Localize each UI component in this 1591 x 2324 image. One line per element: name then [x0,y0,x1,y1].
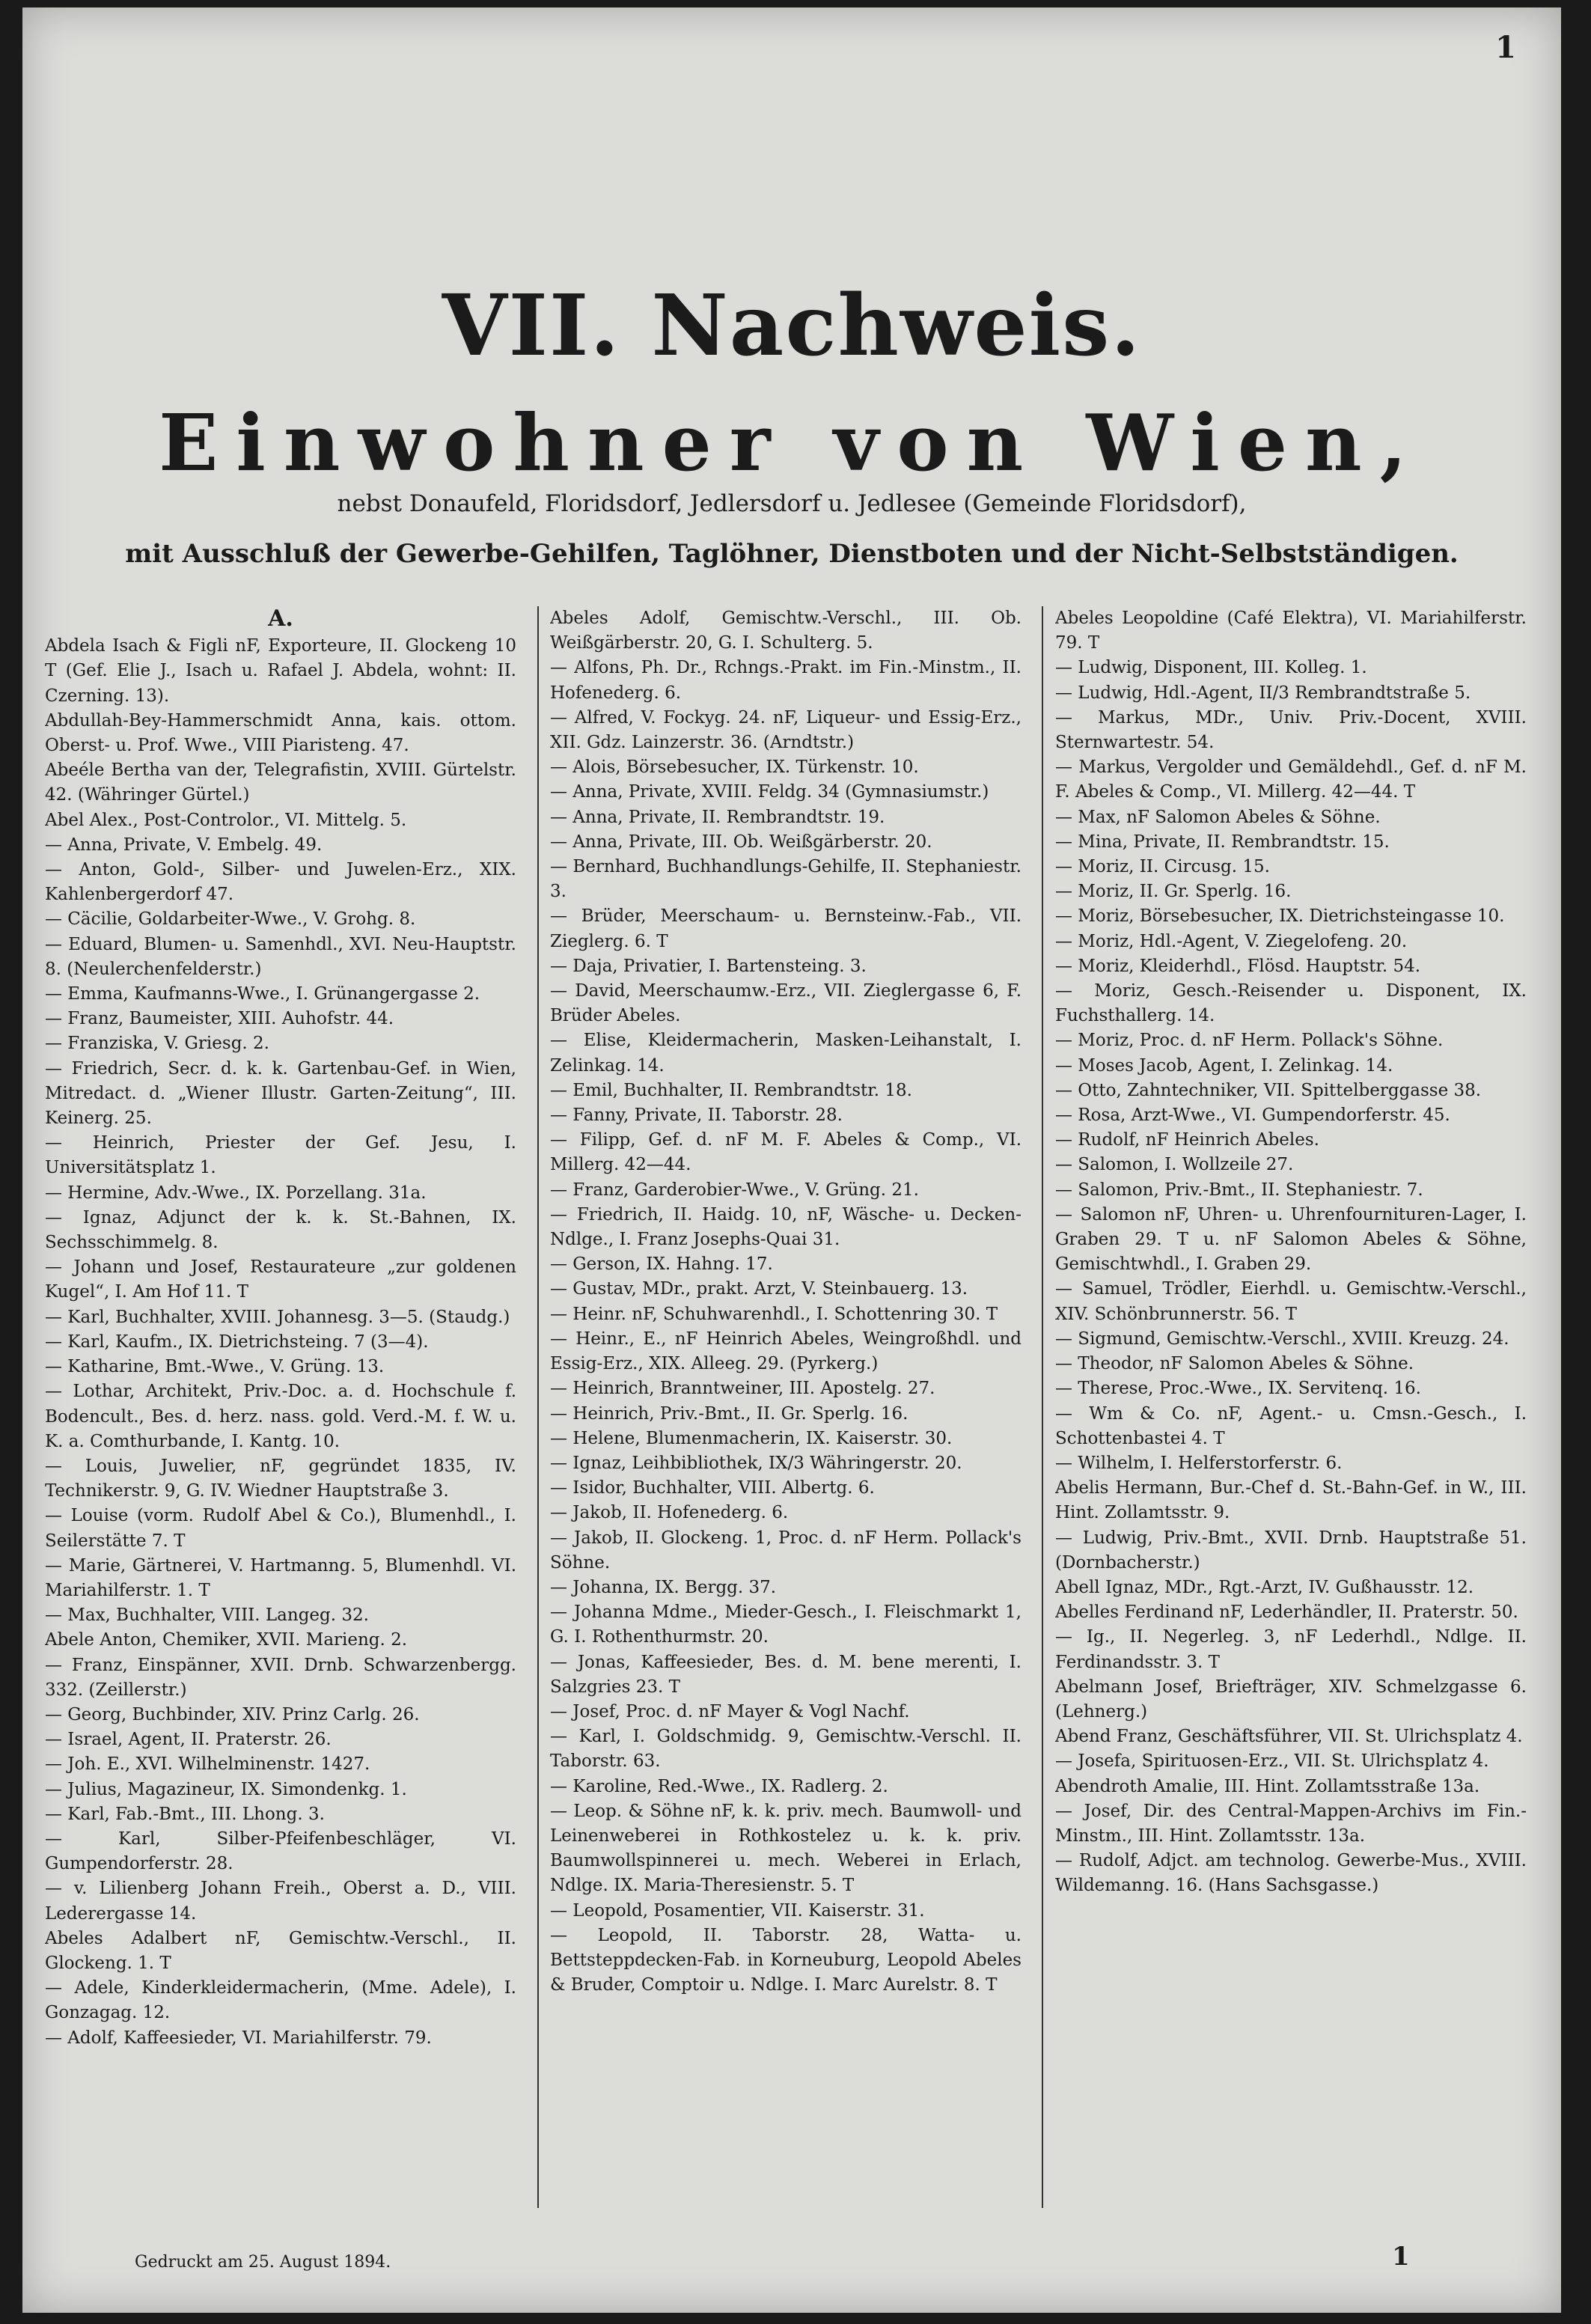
directory-entry: — Heinr., E., nF Heinrich Abeles, Weingroßhdl. und Essig-Erz., XIX. Alleeg. 29. (Pyrkerg.) [550,1329,1022,1374]
directory-entry: — Friedrich, II. Haidg. 10, nF, Wäsche- u. Decken-Ndlge., I. Franz Josephs-Quai 31. [550,1204,1022,1250]
section-letter: A. [268,606,293,632]
directory-entry: — Bernhard, Buchhandlungs-Gehilfe, II. Stephaniestr. 3. [550,857,1022,902]
directory-entry: — Louis, Juwelier, nF, gegründet 1835, IV. Technikerstr. 9, G. IV. Wiedner Hauptstraße 3. [45,1456,516,1501]
directory-entry: — Moses Jacob, Agent, I. Zelinkag. 14. [1055,1055,1393,1076]
directory-entry: — Rudolf, Adjct. am technolog. Gewerbe-Mus., XVIII. Wildemanng. 16. (Hans Sachsgasse.) [1055,1851,1527,1896]
directory-entry: — Franz, Baumeister, XIII. Auhofstr. 44. [45,1009,394,1029]
directory-entry: — Josef, Proc. d. nF Mayer & Vogl Nachf. [550,1701,910,1721]
directory-entry: — Franz, Einspänner, XVII. Drnb. Schwarzenbergg. 332. (Zeillerstr.) [45,1655,516,1700]
directory-entry: — Johanna, IX. Bergg. 37. [550,1577,777,1597]
directory-entry: — Anna, Private, III. Ob. Weißgärberstr. 20. [550,832,932,852]
directory-entry: — Marie, Gärtnerei, V. Hartmanng. 5, Blumenhdl. VI. Mariahilferstr. 1. T [45,1555,516,1600]
page-title: VII. Nachweis. [442,277,1142,375]
directory-entry: — Franziska, V. Griesg. 2. [45,1034,269,1054]
directory-entry: — Emil, Buchhalter, II. Rembrandtstr. 18. [550,1080,912,1100]
directory-entry: — Alois, Börsebesucher, IX. Türkenstr. 10. [550,757,919,778]
column-divider [1042,606,1043,2208]
directory-entry: — Moriz, Kleiderhdl., Flösd. Hauptstr. 54. [1055,956,1421,976]
directory-entry: — Rudolf, nF Heinrich Abeles. [1055,1130,1319,1150]
directory-entry: — Markus, Vergolder und Gemäldehdl., Gef. d. nF M. F. Abeles & Comp., VI. Millerg. 42—44. T [1055,757,1527,802]
directory-entry: — Max, nF Salomon Abeles & Söhne. [1055,807,1381,827]
directory-entry: — Hermine, Adv.-Wwe., IX. Porzellang. 31a. [45,1183,427,1203]
directory-entry: Abend Franz, Geschäftsführer, VII. St. Ulrichsplatz 4. [1055,1727,1523,1747]
directory-entry: — Therese, Proc.-Wwe., IX. Servitenq. 16. [1055,1379,1421,1399]
directory-entry: Abele Anton, Chemiker, XVII. Marieng. 2. [45,1630,408,1650]
directory-entry: — Julius, Magazineur, IX. Simondenkg. 1. [45,1779,407,1799]
page-number-top: 1 [1495,30,1516,65]
directory-entry: — Johanna Mdme., Mieder-Gesch., I. Fleischmarkt 1, G. I. Rothenthurmstr. 20. [550,1602,1022,1647]
directory-entry: — Heinrich, Priester der Gef. Jesu, I. Universitätsplatz 1. [45,1133,516,1178]
directory-entry: — Friedrich, Secr. d. k. k. Gartenbau-Gef. in Wien, Mitredact. d. „Wiener Illustr. Garten-Zeitung“, III. Keinerg. 25. [45,1058,516,1129]
directory-entry: — Salomon nF, Uhren- u. Uhrenfournituren-Lager, I. Graben 29. T u. nF Salomon Abeles & Söhne, Gemischtwhdl., I. Graben 29. [1055,1204,1527,1275]
directory-entry: — Alfred, V. Fockyg. 24. nF, Liqueur- und Essig-Erz., XII. Gdz. Lainzerstr. 36. (Arndtstr.) [550,707,1022,753]
subtitle-line-2: mit Ausschluß der Gewerbe-Gehilfen, Taglöhner, Dienstboten und der Nicht-Selbstständigen. [125,539,1459,569]
directory-entry: — Ludwig, Hdl.-Agent, II/3 Rembrandtstraße 5. [1055,683,1471,703]
directory-entry: — Wm & Co. nF, Agent.- u. Cmsn.-Gesch., I. Schottenbastei 4. T [1055,1403,1527,1448]
directory-entry: — Georg, Buchbinder, XIV. Prinz Carlg. 26. [45,1704,420,1724]
directory-entry: — Ig., II. Negerleg. 3, nF Lederhdl., Ndlge. II. Ferdinandsstr. 3. T [1055,1627,1527,1672]
directory-entry: — Moriz, II. Circusg. 15. [1055,857,1270,877]
directory-entry: — Karl, Silber-Pfeifenbeschläger, VI. Gumpendorferstr. 28. [45,1829,516,1874]
directory-entry: — Moriz, Börsebesucher, IX. Dietrichsteingasse 10. [1055,906,1505,927]
directory-entry: Abell Ignaz, MDr., Rgt.-Arzt, IV. Gußhausstr. 12. [1055,1577,1474,1597]
print-date: Gedruckt am 25. August 1894. [135,2253,391,2272]
directory-entry: — Karl, I. Goldschmidg. 9, Gemischtw.-Verschl. II. Taborstr. 63. [550,1727,1022,1772]
directory-entry: — Anna, Private, V. Embelg. 49. [45,835,323,855]
page-number-bottom: 1 [1392,2242,1410,2272]
directory-entry: — Max, Buchhalter, VIII. Langeg. 32. [45,1605,369,1626]
directory-entry: — Elise, Kleidermacherin, Masken-Leihanstalt, I. Zelinkag. 14. [550,1031,1022,1076]
directory-entry: — Josefa, Spirituosen-Erz., VII. St. Ulrichsplatz 4. [1055,1751,1489,1772]
column-2 [550,606,1022,2208]
directory-entry: — Anna, Private, II. Rembrandtstr. 19. [550,807,885,827]
directory-entry: — Katharine, Bmt.-Wwe., V. Grüng. 13. [45,1357,385,1377]
column-1 [45,606,516,2208]
directory-entry: — Wilhelm, I. Helferstorferstr. 6. [1055,1453,1343,1473]
directory-entry: — Israel, Agent, II. Praterstr. 26. [45,1730,332,1750]
directory-entry: — Sigmund, Gemischtw.-Verschl., XVIII. Kreuzg. 24. [1055,1329,1509,1349]
directory-entry: — Franz, Garderobier-Wwe., V. Grüng. 21. [550,1180,919,1200]
directory-entry: — Karl, Kaufm., IX. Dietrichsteing. 7 (3—4). [45,1332,429,1352]
directory-entry: — Gerson, IX. Hahng. 17. [550,1254,773,1275]
directory-entry: — Salomon, I. Wollzeile 27. [1055,1155,1294,1175]
directory-entry: — Jonas, Kaffeesieder, Bes. d. M. bene merenti, I. Salzgries 23. T [550,1652,1022,1697]
document-page [22,7,1561,2313]
directory-entry: — Moriz, Gesch.-Reisender u. Disponent, IX. Fuchsthallerg. 14. [1055,981,1527,1026]
directory-entry: Abel Alex., Post-Controlor., VI. Mittelg. 5. [45,810,407,830]
directory-entry: Abdela Isach & Figli nF, Exporteure, II. Glockeng 10 T (Gef. Elie J., Isach u. Rafael J. Abdela, wohnt: II. Czerning. 13). [45,636,516,706]
directory-entry: — Cäcilie, Goldarbeiter-Wwe., V. Grohg. 8. [45,909,416,930]
directory-entry: — v. Lilienberg Johann Freih., Oberst a. D., VIII. Lederergasse 14. [45,1879,516,1924]
subtitle-line-1: nebst Donaufeld, Floridsdorf, Jedlersdorf u. Jedlesee (Gemeinde Floridsdorf), [337,490,1247,517]
directory-entry: Abelles Ferdinand nF, Lederhändler, II. Praterstr. 50. [1055,1602,1518,1623]
directory-entry: — Joh. E., XVI. Wilhelminenstr. 1427. [45,1754,370,1775]
directory-entry: Abeles Leopoldine (Café Elektra), VI. Mariahilferstr. 79. T [1055,609,1527,653]
directory-entry: — Josef, Dir. des Central-Mappen-Archivs im Fin.-Minstm., III. Hint. Zollamtsstr. 13a. [1055,1801,1527,1846]
directory-entry: — Leopold, Posamentier, VII. Kaiserstr. 31. [550,1900,925,1921]
directory-entry: Abeles Adolf, Gemischtw.-Verschl., III. Ob. Weißgärberstr. 20, G. I. Schulterg. 5. [550,609,1022,653]
directory-entry: — Otto, Zahntechniker, VII. Spittelberggasse 38. [1055,1080,1482,1100]
directory-entry: — Jakob, II. Hofenederg. 6. [550,1503,789,1523]
directory-entry: — David, Meerschaumw.-Erz., VII. Zieglergasse 6, F. Brüder Abeles. [550,981,1022,1026]
directory-entry: Abdullah-Bey-Hammerschmidt Anna, kais. ottom. Oberst- u. Prof. Wwe., VIII Piaristeng. 47. [45,710,516,756]
directory-entry: — Jakob, II. Glockeng. 1, Proc. d. nF Herm. Pollack's Söhne. [550,1528,1022,1573]
directory-entry: — Markus, MDr., Univ. Priv.-Docent, XVIII. Sternwartestr. 54. [1055,707,1527,753]
directory-entry: — Rosa, Arzt-Wwe., VI. Gumpendorferstr. 45. [1055,1105,1450,1126]
directory-entry: — Filipp, Gef. d. nF M. F. Abeles & Comp., VI. Millerg. 42—44. [550,1130,1022,1175]
directory-entry: — Anton, Gold-, Silber- und Juwelen-Erz., XIX. Kahlenbergerdorf 47. [45,860,516,905]
directory-entry: — Anna, Private, XVIII. Feldg. 34 (Gymnasiumstr.) [550,782,989,802]
column-divider [537,606,539,2208]
directory-entry: — Eduard, Blumen- u. Samenhdl., XVI. Neu-Hauptstr. 8. (Neulerchenfelderstr.) [45,934,516,979]
directory-entry: — Adele, Kinderkleidermacherin, (Mme. Adele), I. Gonzagag. 12. [45,1978,516,2023]
directory-entry: — Theodor, nF Salomon Abeles & Söhne. [1055,1354,1414,1374]
directory-entry: — Karoline, Red.-Wwe., IX. Radlerg. 2. [550,1776,888,1796]
directory-entry: — Mina, Private, II. Rembrandtstr. 15. [1055,832,1390,852]
directory-entry: — Moriz, II. Gr. Sperlg. 16. [1055,882,1292,902]
directory-entry: — Moriz, Hdl.-Agent, V. Ziegelofeng. 20. [1055,931,1408,951]
directory-entry: — Ludwig, Disponent, III. Kolleg. 1. [1055,658,1367,678]
directory-entry: — Heinrich, Priv.-Bmt., II. Gr. Sperlg. 16. [550,1403,909,1424]
directory-entry: — Heinrich, Branntweiner, III. Apostelg. 27. [550,1379,935,1399]
directory-entry: — Gustav, MDr., prakt. Arzt, V. Steinbauerg. 13. [550,1279,968,1299]
directory-entry: Abendroth Amalie, III. Hint. Zollamtsstraße 13a. [1055,1776,1480,1796]
directory-entry: Abelis Hermann, Bur.-Chef d. St.-Bahn-Gef. in W., III. Hint. Zollamtsstr. 9. [1055,1478,1527,1523]
page-subtitle: Einwohner von Wien, [159,397,1425,489]
directory-entry: — Samuel, Trödler, Eierhdl. u. Gemischtw.-Verschl., XIV. Schönbrunnerstr. 56. T [1055,1279,1527,1324]
directory-entry: — Louise (vorm. Rudolf Abel & Co.), Blumenhdl., I. Seilerstätte 7. T [45,1506,516,1551]
directory-entry: — Adolf, Kaffeesieder, VI. Mariahilferstr. 79. [45,2028,432,2048]
directory-entry: — Brüder, Meerschaum- u. Bernsteinw.-Fab., VII. Zieglerg. 6. T [550,906,1022,951]
directory-entry: — Leopold, II. Taborstr. 28, Watta- u. Bettsteppdecken-Fab. in Korneuburg, Leopold Abeles & Bruder, Comptoir u. Ndlge. I. Marc Aurelstr. 8. T [550,1925,1022,1995]
directory-entry: — Salomon, Priv.-Bmt., II. Stephaniestr. 7. [1055,1180,1423,1200]
directory-entry: — Ludwig, Priv.-Bmt., XVII. Drnb. Hauptstraße 51. (Dornbacherstr.) [1055,1528,1527,1573]
directory-entry: Abelmann Josef, Briefträger, XIV. Schmelzgasse 6. (Lehnerg.) [1055,1677,1527,1721]
directory-entry: Abeéle Bertha van der, Telegrafistin, XVIII. Gürtelstr. 42. (Währinger Gürtel.) [45,760,516,805]
directory-entry: — Fanny, Private, II. Taborstr. 28. [550,1105,843,1126]
directory-entry: — Emma, Kaufmanns-Wwe., I. Grünangergasse 2. [45,984,480,1004]
directory-entry: — Johann und Josef, Restaurateure „zur goldenen Kugel“, I. Am Hof 11. T [45,1257,516,1302]
directory-entry: — Helene, Blumenmacherin, IX. Kaiserstr. 30. [550,1428,953,1448]
directory-entry: — Ignaz, Leihbibliothek, IX/3 Währingerstr. 20. [550,1453,962,1473]
column-3 [1055,606,1527,2208]
directory-entry: — Lothar, Architekt, Priv.-Doc. a. d. Hochschule f. Bodencult., Bes. d. herz. nass. gold. Verd.-M. f. W. u. K. a. Comthurbande, I. Kantg. 10. [45,1382,516,1451]
directory-entry: — Ignaz, Adjunct der k. k. St.-Bahnen, IX. Sechsschimmelg. 8. [45,1207,516,1253]
directory-entry: — Moriz, Proc. d. nF Herm. Pollack's Söhne. [1055,1031,1444,1051]
directory-entry: — Karl, Fab.-Bmt., III. Lhong. 3. [45,1804,325,1824]
directory-entry: — Leop. & Söhne nF, k. k. priv. mech. Baumwoll- und Leinenweberei in Rothkostelez u. k. k. priv. Baumwollspinnerei u. mech. Weberei in Erlach, Ndlge. IX. Maria-Theresienstr. 5. T [550,1801,1022,1896]
directory-entry: — Daja, Privatier, I. Bartensteing. 3. [550,956,867,976]
directory-entry: — Alfons, Ph. Dr., Rchngs.-Prakt. im Fin.-Minstm., II. Hofenederg. 6. [550,658,1022,703]
directory-entry: — Heinr. nF, Schuhwarenhdl., I. Schottenring 30. T [550,1304,998,1324]
directory-entry: — Karl, Buchhalter, XVIII. Johannesg. 3—5. (Staudg.) [45,1307,510,1327]
directory-entry: Abeles Adalbert nF, Gemischtw.-Verschl., II. Glockeng. 1. T [45,1928,516,1973]
directory-entry: — Isidor, Buchhalter, VIII. Albertg. 6. [550,1478,875,1498]
